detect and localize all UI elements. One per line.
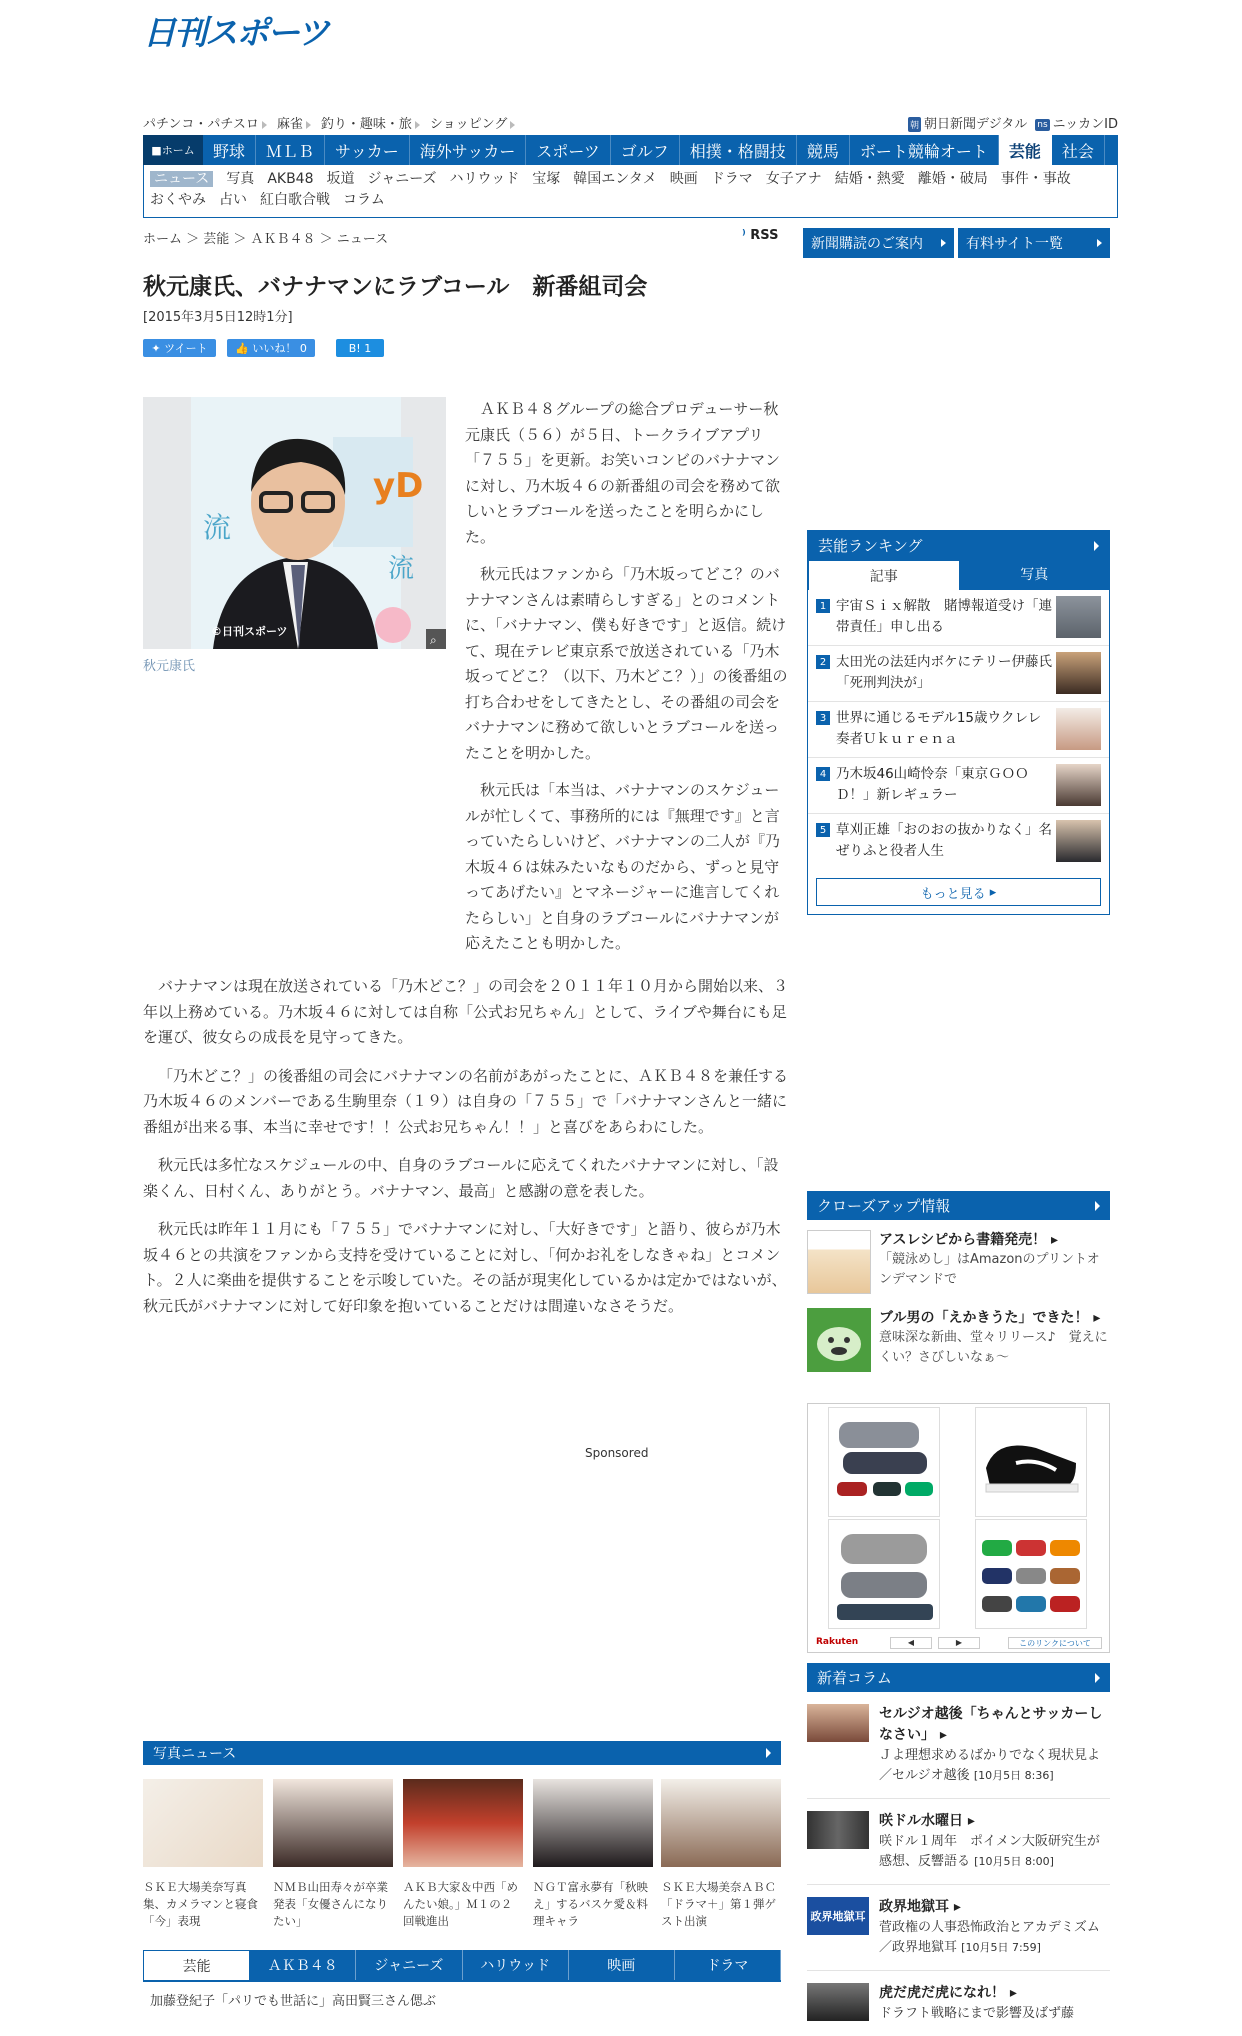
subnav-marriage[interactable]: 結婚・熱愛 (834, 171, 905, 187)
ranking-item[interactable]: 5 草刈正雄「おのおの抜かりなく」名ぜりふと役者人生 (808, 814, 1109, 870)
svg-text:©日刊スポーツ: ©日刊スポーツ (211, 625, 288, 638)
article-date: [2015年3月5日12時1分] (143, 310, 293, 325)
photo-news-box (143, 1741, 781, 1946)
column-item[interactable]: 咲ドル水曜日 ▸ 咲ドル１周年 ポイメン大阪研究生が感想、反響語る [10月5日 8:00] (807, 1799, 1110, 1885)
nav-golf[interactable]: ゴルフ (611, 135, 680, 165)
subnav-announcer[interactable]: 女子アナ (765, 171, 822, 187)
nav-entertainment[interactable]: 芸能 (999, 135, 1052, 165)
utility-links-right (908, 113, 1118, 132)
ad-prev-button[interactable]: ◀ (890, 1637, 932, 1649)
nav-sports[interactable]: スポーツ (526, 135, 610, 165)
utility-links-left (143, 113, 525, 132)
nav-sumo[interactable]: 相撲・格闘技 (680, 135, 797, 165)
article-paragraph-7: 秋元氏は昨年１１月にも「７５５」でバナナマンに対し、「大好きです」と語り、彼らが乃木坂４６との共演をファンから支持を受けていることに対し、「何かお礼をしなきゃね」とコメント。２人に楽曲を提供することを示唆していた。その話が現実化しているかは定かではないが、秋元氏がバナナマンに対して好印象を抱いていることだけは間違いなさそうだ。 (143, 1220, 787, 1315)
ad-product[interactable] (975, 1407, 1087, 1517)
subnav-fortune[interactable]: 占い (219, 192, 247, 208)
subscription-button[interactable]: 新聞購読のご案内 (803, 228, 954, 258)
photo-news-thumb (143, 1779, 263, 1867)
subnav-obituary[interactable]: おくやみ (150, 192, 206, 208)
ranking-thumb (1056, 596, 1101, 638)
hatena-button[interactable]: B! 1 (336, 339, 384, 357)
rss-icon: ⁾ (742, 228, 746, 243)
twitter-icon: ✦ (151, 341, 161, 355)
rss-link[interactable]: ⁾ RSS (742, 228, 779, 243)
subnav-photo[interactable]: 写真 (226, 171, 255, 187)
photo-news-thumb (533, 1779, 653, 1867)
column-thumb (807, 1704, 869, 1742)
ad-brand: Rakuten (816, 1637, 859, 1647)
genre-tab-johnnys[interactable]: ジャニーズ (356, 1950, 462, 1980)
genre-first-headline[interactable]: 加藤登紀子「パリでも世話に」高田賢三さん偲ぶ (150, 1994, 437, 2009)
column-thumb: 政界地獄耳 (807, 1897, 869, 1935)
nav-world-soccer[interactable]: 海外サッカー (410, 135, 527, 165)
photo-news-item[interactable]: ＡＫＢ大家＆中西「めんたい娘。」Ｍ１の２回戦進出 (403, 1779, 523, 1930)
home-icon: ■ (151, 143, 162, 157)
subnav-drama[interactable]: ドラマ (710, 171, 753, 187)
closeup-thumb (807, 1230, 871, 1294)
svg-text:yD: yD (373, 466, 424, 506)
ad-product[interactable] (828, 1407, 940, 1517)
util-link-mahjong[interactable]: 麻雀 (277, 113, 311, 132)
sponsored-label: Sponsored (585, 1446, 649, 1460)
util-link-fishing[interactable]: 釣り・趣味・旅 (321, 113, 420, 132)
subnav-sakamichi[interactable]: 坂道 (326, 171, 355, 187)
closeup-item[interactable]: ブル男の「えかきうた」できた！ ▸ 意味深な新曲、堂々リリース♪ 覚えにくい？さびしいなぁ～ (807, 1308, 1110, 1372)
photo-news-thumb (403, 1779, 523, 1867)
genre-tab-drama[interactable]: ドラマ (675, 1950, 781, 1980)
ad-box[interactable] (807, 1403, 1110, 1653)
subnav-kohaku[interactable]: 紅白歌合戦 (260, 192, 330, 208)
ranking-item[interactable]: 1 宇宙Ｓｉｘ解散 賭博報道受け「連帯責任」申し出る (808, 590, 1109, 646)
subnav-divorce[interactable]: 離婚・破局 (917, 171, 988, 187)
article-body-column (465, 397, 790, 969)
svg-text:流: 流 (203, 511, 232, 544)
subnav-news[interactable]: ニュース (150, 171, 213, 187)
article-paragraph-4: バナナマンは現在放送されている「乃木どこ？」の司会を２０１１年１０月から開始以来、３年以上務めている。乃木坂４６に対しては自称「公式お兄ちゃん」として、ライブや舞台にも足を運び、彼女らの成長を見守ってきた。 (143, 977, 789, 1046)
nav-home[interactable]: ■ ホーム (143, 135, 203, 165)
ranking-thumb (1056, 820, 1101, 862)
subnav-movie[interactable]: 映画 (669, 171, 698, 187)
ranking-box (807, 530, 1110, 915)
like-button[interactable]: 👍 いいね！ 0 (227, 339, 315, 357)
article-paragraph-2: 秋元氏はファンから「乃木坂ってどこ？のバナナマンさんは素晴らしすぎる」とのコメントに、「バナナマン、僕も好きです」と返信。続けて、現在テレビ東京系で放送されている「乃木坂ってどこ？（以下、乃木どこ？）」の後番組の打ち合わせをしてきたとし、その番組の司会をバナナマンに務めて欲しいとラブコールを送ったことを明かした。 (465, 565, 788, 762)
ranking-tab-photos[interactable]: 写真 (960, 560, 1110, 590)
column-item[interactable]: セルジオ越後「ちゃんとサッカーしなさい」 ▸ Ｊよ理想求めるばかりでなく現状見よ／セルジオ越後 [10月5日 8:36] (807, 1692, 1110, 1799)
svg-text:流: 流 (388, 554, 415, 584)
util-link-pachinko[interactable]: パチンコ・パチスロ (143, 113, 267, 132)
nav-baseball[interactable]: 野球 (203, 135, 256, 165)
photo-news-item[interactable]: ＳＫＥ大場美奈写真集、カメラマンと寝食「今」表現 (143, 1779, 263, 1930)
subnav-korea[interactable]: 韓国エンタメ (573, 171, 657, 187)
breadcrumb[interactable]: ホーム ＞ 芸能 ＞ ＡＫＢ４８ ＞ ニュース (143, 232, 389, 247)
site-logo[interactable] (143, 10, 347, 52)
nav-keiba[interactable]: 競馬 (797, 135, 850, 165)
ad-product[interactable] (828, 1519, 940, 1629)
subnav-johnnys[interactable]: ジャニーズ (367, 171, 437, 187)
ranking-tab-articles[interactable]: 記事 (808, 560, 960, 590)
photo-news-thumb (661, 1779, 781, 1867)
article-body-full (143, 974, 789, 1332)
subnav-hollywood[interactable]: ハリウッド (449, 171, 520, 187)
sub-nav (143, 165, 1118, 218)
closeup-title: クローズアップ情報 (807, 1191, 1110, 1220)
logo-text: 日刊スポーツ (143, 13, 328, 52)
genre-tab-hollywood[interactable]: ハリウッド (463, 1950, 569, 1980)
zoom-icon: ⌕ (430, 633, 437, 647)
thumb-icon: 👍 (235, 341, 249, 355)
column-item[interactable]: 政界地獄耳 政界地獄耳 ▸ 菅政権の人事恐怖政治とアカデミズム／政界地獄耳 [10月5日 7:59] (807, 1885, 1110, 1971)
ranking-more-button[interactable]: もっと見る ▸ (816, 878, 1101, 906)
ranking-thumb (1056, 652, 1101, 694)
article-paragraph-1: ＡＫＢ４８グループの総合プロデューサー秋元康氏（５６）が５日、トークライブアプリ「７５５」を更新。お笑いコンビのバナナマンに対し、乃木坂４６の新番組の司会を務めて欲しいとラブコールを送ったことを明らかにした。 (465, 400, 781, 546)
subnav-takarazuka[interactable]: 宝塚 (532, 171, 561, 187)
ranking-thumb (1056, 708, 1101, 750)
asahi-digital-link[interactable]: 朝 朝日新聞デジタル (910, 117, 1028, 132)
article-paragraph-3: 秋元氏は「本当は、バナナマンのスケジュールが忙しくて、事務所的には『無理です』と言っていたらしいけど、バナナマンの二人が『乃木坂４６は妹みたいなものだから、ずっと見守ってあげたい』とマネージャーに進言してくれたらしい」と自身のラブコールにバナナマンが応えたことも明かした。 (465, 781, 781, 952)
article-title: 秋元康氏、バナナマンにラブコール 新番組司会 (143, 274, 648, 300)
ad-product[interactable] (975, 1519, 1087, 1629)
closeup-thumb (807, 1308, 871, 1372)
ranking-title[interactable]: 芸能ランキング (808, 531, 1109, 560)
nav-boat[interactable]: ボート競輪オート (850, 135, 999, 165)
ad-about-link[interactable]: このリンクについて (1008, 1637, 1102, 1649)
subnav-akb48[interactable]: AKB48 (267, 171, 314, 187)
photo-caption: 秋元康氏 (143, 659, 196, 674)
paid-sites-button[interactable]: 有料サイト一覧 (958, 228, 1110, 258)
nav-mlb[interactable]: ＭＬＢ (256, 135, 325, 165)
photo-news-item[interactable]: ＮＭＢ山田寿々が卒業発表「女優さんになりたい」 (273, 1779, 393, 1930)
nav-society[interactable]: 社会 (1052, 135, 1105, 165)
util-link-shopping[interactable]: ショッピング (430, 113, 515, 132)
ranking-item[interactable]: 2 太田光の法廷内ボケにテリー伊藤氏「死刑判決が」 (808, 646, 1109, 702)
column-thumb (807, 1983, 869, 2021)
nav-soccer[interactable]: サッカー (325, 135, 410, 165)
global-nav (143, 135, 1118, 165)
genre-tab-entertainment[interactable]: 芸能 (143, 1950, 250, 1980)
genre-tabs (143, 1950, 781, 1982)
subnav-incident[interactable]: 事件・事故 (1000, 171, 1071, 187)
article-paragraph-6: 秋元氏は多忙なスケジュールの中、自身のラブコールに応えてくれたバナナマンに対し、「設楽くん、日村くん、ありがとう。バナナマン、最高」と感謝の意を表した。 (143, 1156, 779, 1200)
photo-news-thumb (273, 1779, 393, 1867)
photo-news-title[interactable]: 写真ニュース (143, 1741, 781, 1765)
ranking-item[interactable]: 3 世界に通じるモデル15歳ウクレレ奏者Ｕｋｕｒｅｎａ (808, 702, 1109, 758)
genre-tab-akb48[interactable]: ＡＫＢ４８ (250, 1950, 356, 1980)
article-photo[interactable] (143, 397, 446, 649)
closeup-box (807, 1191, 1110, 1386)
ad-next-button[interactable]: ▶ (938, 1637, 980, 1649)
photo-news-item[interactable]: ＳＫＥ大場美奈ＡＢＣ「ドラマ＋」第１弾ゲスト出演 (661, 1779, 781, 1930)
nikkan-id-icon: ns (1037, 119, 1048, 130)
ranking-item[interactable]: 4 乃木坂46山崎怜奈「東京ＧＯＯＤ！」新レギュラー (808, 758, 1109, 814)
new-columns-box (807, 1663, 1110, 2036)
columns-title: 新着コラム (807, 1663, 1110, 1692)
subnav-column[interactable]: コラム (343, 192, 385, 208)
closeup-item[interactable]: アスレシピから書籍発売！ ▸ 「競泳めし」はAmazonのプリントオンデマンドで (807, 1230, 1110, 1294)
photo-news-item[interactable]: ＮＧＴ富永夢有「秋映え」するバスケ愛＆料理キャラ (533, 1779, 653, 1930)
nikkan-id-link[interactable]: ns ニッカンID (1037, 117, 1118, 132)
genre-tab-movie[interactable]: 映画 (569, 1950, 675, 1980)
ranking-thumb (1056, 764, 1101, 806)
column-item[interactable]: 虎だ虎だ虎になれ！ ▸ ドラフト戦略にまで影響及ばず藤 (807, 1971, 1110, 2036)
asahi-icon: 朝 (908, 117, 921, 132)
column-thumb (807, 1811, 869, 1849)
tweet-button[interactable]: ✦ ツイート (143, 339, 216, 357)
article-paragraph-5: 「乃木どこ？」の後番組の司会にバナナマンの名前があがったことに、ＡＫＢ４８を兼任する乃木坂４６のメンバーである生駒里奈（１９）は自身の「７５５」で「バナナマンさんと一緒に番組が出来る事、本当に幸せです！！公式お兄ちゃん！！」と喜びをあらわにした。 (143, 1066, 789, 1136)
